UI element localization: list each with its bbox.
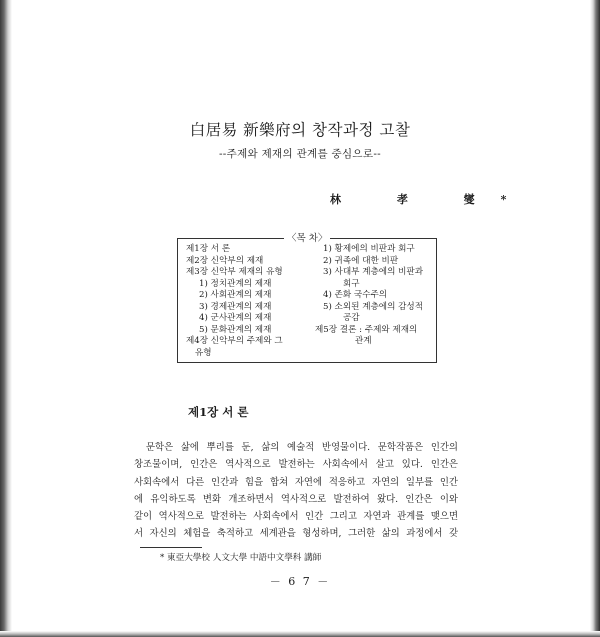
scan-edge-right (590, 0, 600, 637)
toc-item: 3) 경제관계의 제재 (199, 301, 272, 312)
body-line: 서 자신의 체험을 축적하고 세계관을 형성하며, 그러한 삶의 과정에서 갖 (134, 528, 458, 540)
article-title: 白居易 新樂府의 창작과정 고찰 (189, 121, 411, 139)
author-name: 林 孝 燮* (330, 193, 533, 206)
toc-item: 회구 (343, 278, 360, 289)
toc-item: 4) 군사관계의 제재 (199, 313, 272, 323)
chapter-heading: 제1장 서 론 (188, 405, 249, 419)
toc-item: 2) 사회관계의 제재 (199, 290, 272, 300)
article-subtitle: --주제와 제재의 관계를 중심으로-- (218, 148, 382, 160)
toc-item: 유형 (195, 347, 212, 358)
toc-item: 관계 (355, 336, 372, 346)
footnote: * 東亞大學校 人文大學 中語中文學科 講師 (160, 553, 322, 563)
toc-left-column (186, 244, 283, 359)
body-line: 에 유익하도록 변화 개조하면서 역사적으로 발전하여 왔다. 인간은 이와 (134, 493, 458, 505)
body-paragraph (134, 439, 458, 543)
toc-item: 4) 존화 국수주의 (323, 290, 388, 300)
toc-right-column (315, 244, 424, 348)
toc-item: 제5장 결론 : 주제와 제재의 (315, 324, 418, 335)
toc-item: 2) 귀족에 대한 비판 (323, 255, 399, 266)
toc-item: 제2장 신악부의 제재 (186, 255, 264, 266)
body-line: 사회속에서 다른 인간과 힘을 합쳐 자연에 적응하고 자연의 일부를 인간 (134, 476, 458, 488)
toc-item: 5) 소외된 계층에의 감성적 (323, 301, 424, 312)
toc-item: 공감 (343, 313, 360, 323)
footnote-divider (140, 547, 202, 548)
toc-label: 〈목 차〉 (284, 230, 330, 244)
toc-item: 제4장 신악부의 주제와 그 (186, 336, 283, 346)
toc-item: 제3장 신악부 제재의 유형 (186, 267, 283, 277)
toc-item: 1) 정치관계의 제재 (199, 278, 272, 289)
body-line: 문학은 삶에 뿌리를 둔, 삶의 예술적 반영물이다. 문학작품은 인간의 (146, 442, 458, 453)
scan-edge-bottom (0, 631, 600, 637)
page-number: － 6 7 － (269, 575, 331, 588)
toc-item: 제1장 서 론 (186, 244, 231, 254)
body-line: 창조물이며, 인간은 역사적으로 발전하는 사회속에서 살고 있다. 인간은 (134, 459, 458, 471)
toc-item: 3) 사대부 계층에의 비판과 (323, 267, 424, 277)
toc-item: 1) 황제에의 비판과 회구 (323, 244, 415, 254)
body-line: 같이 역사적으로 발전하는 사회속에서 인간 그리고 자연과 관계를 맺으면 (134, 511, 458, 523)
scan-edge-left (0, 0, 12, 637)
toc-item: 5) 문화관계의 제재 (199, 324, 272, 335)
